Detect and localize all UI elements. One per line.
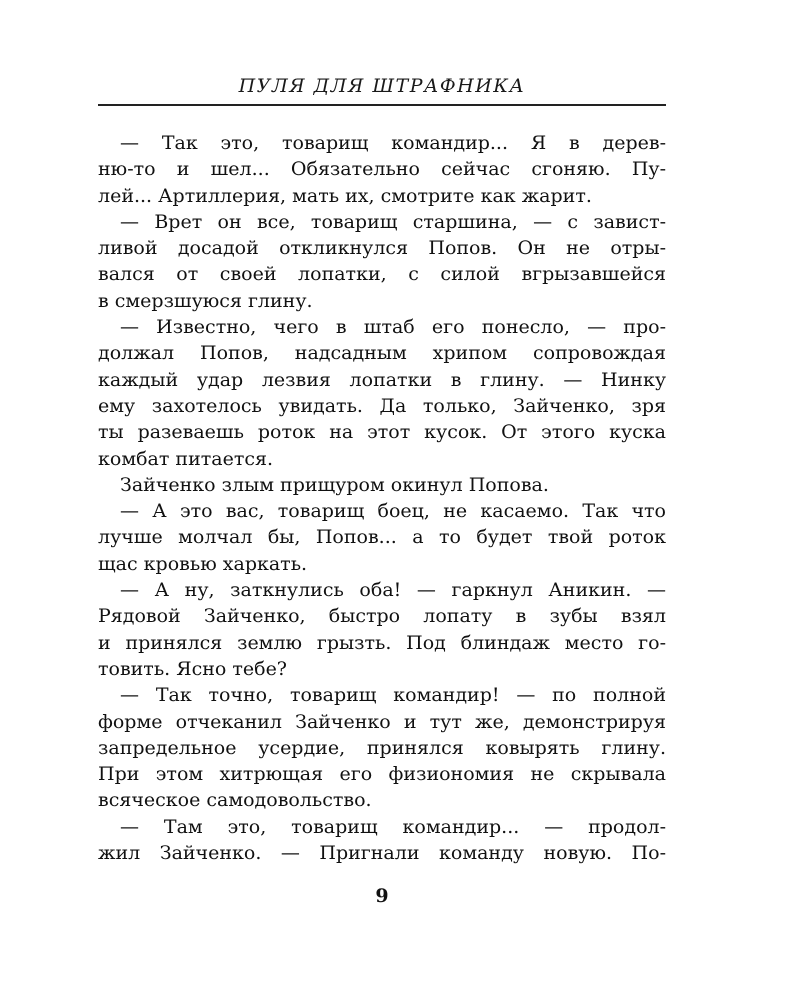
text-line: При этом хитрющая его физиономия не скрывала [98,763,666,786]
text-line: товить. Ясно тебе? [98,657,287,680]
text-line: ню-то и шел... Обязательно сейчас сгоняю. Пу- [98,158,666,181]
text-line: ему захотелось увидать. Да только, Зайченко, зря [98,394,666,417]
text-line: лучше молчал бы, Попов... а то будет твой роток [98,526,666,549]
text-line: форме отчеканил Зайченко и тут же, демонстрируя [98,710,666,733]
text-line: и принялся землю грызть. Под блиндаж место го- [98,631,666,654]
text-line: вался от своей лопатки, с силой вгрызавшейся [98,263,666,286]
page-number: 9 [375,885,389,907]
text-line: в смерзшуюся глину. [98,289,313,312]
text-line: щас кровью харкать. [98,552,308,575]
text-line: должал Попов, надсадным хрипом сопровождая [98,342,666,365]
text-line: жил Зайченко. — Пригнали команду новую. По- [98,842,666,865]
text-line: лей... Артиллерия, мать их, смотрите как жарит. [98,184,592,207]
text-line: всяческое самодовольство. [98,789,372,812]
text-line: — Там это, товарищ командир... — продол- [120,815,666,838]
text-line: — Известно, чего в штаб его понесло, — про- [120,316,666,339]
running-header: ПУЛЯ ДЛЯ ШТРАФНИКА [238,75,526,97]
body-text [98,130,666,866]
text-line: ты разеваешь роток на этот кусок. От этого куска [98,421,666,444]
text-line: — Так точно, товарищ командир! — по полной [120,684,666,707]
text-line: ливой досадой откликнулся Попов. Он не отры- [98,237,666,260]
text-line: — Так это, товарищ командир... Я в дерев- [120,132,666,154]
text-line: запредельное усердие, принялся ковырять глину. [98,736,666,759]
header-rule [98,104,666,106]
text-line: комбат питается. [98,447,273,470]
text-line: — Врет он все, товарищ старшина, — с завист- [120,210,666,233]
text-line: Рядовой Зайченко, быстро лопату в зубы взял [98,605,666,628]
text-line: Зайченко злым прищуром окинул Попова. [120,473,549,496]
text-line: — А ну, заткнулись оба! — гаркнул Аникин. — [120,579,666,602]
text-line: — А это вас, товарищ боец, не касаемо. Так что [120,500,666,523]
text-line: каждый удар лезвия лопатки в глину. — Нинку [98,368,666,391]
